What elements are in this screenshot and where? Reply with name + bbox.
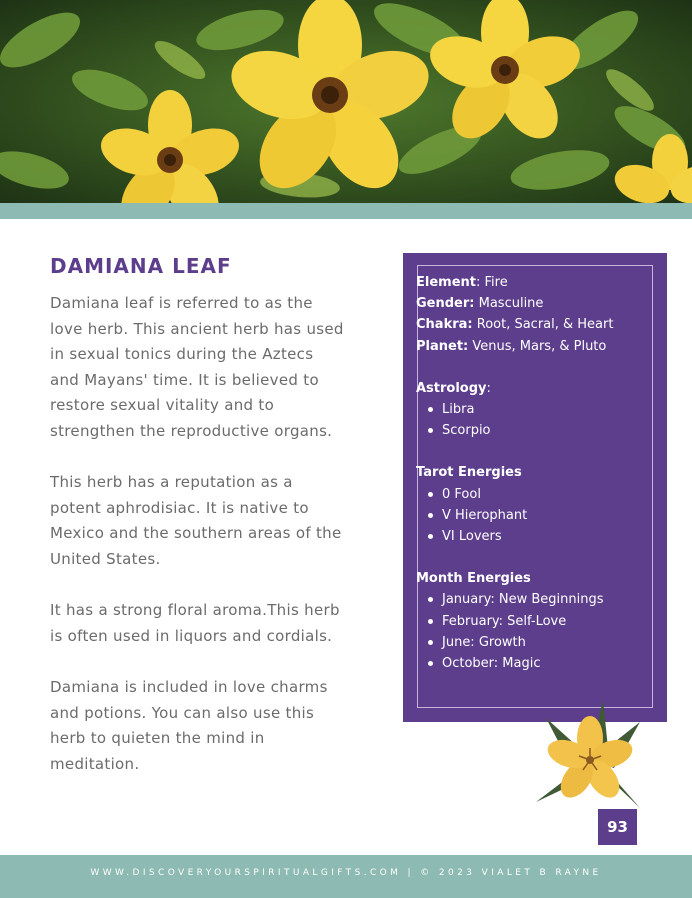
- element-row: Element: Fire: [416, 275, 508, 290]
- correspondences-panel: [403, 253, 667, 722]
- tarot-list: [416, 484, 661, 548]
- panel-content: [416, 272, 661, 674]
- list-item: October: Magic: [442, 653, 661, 674]
- decorative-flower-icon: [528, 698, 648, 818]
- list-item: February: Self-Love: [442, 611, 661, 632]
- page-number: 93: [598, 809, 637, 845]
- flower-photo-illustration: [0, 0, 692, 203]
- page-title: DAMIANA LEAF: [50, 254, 232, 278]
- month-heading: Month Energies: [416, 571, 531, 587]
- gender-row: Gender: Masculine: [416, 296, 544, 312]
- list-item: Libra: [442, 399, 661, 420]
- hero-photo: [0, 0, 692, 203]
- chakra-row: Chakra: Root, Sacral, & Heart: [416, 317, 614, 333]
- astrology-heading: Astrology:: [416, 380, 491, 396]
- list-item: January: New Beginnings: [442, 589, 661, 610]
- list-item: 0 Fool: [442, 484, 661, 505]
- list-item: VI Lovers: [442, 526, 661, 547]
- paragraph-charms: Damiana is included in love charms and potions. You can also use this herb to quieten the mind in meditation.: [50, 678, 328, 773]
- header-teal-band: [0, 203, 692, 219]
- paragraph-intro: Damiana leaf is referred to as the love herb. This ancient herb has used in sexual tonics during the Aztecs and Mayans' time. It is believed to restore sexual vitality and to strengthen the reproductive organs.: [50, 294, 344, 440]
- footer-copyright: WWW.DISCOVERYOURSPIRITUALGIFTS.COM | © 2023 VIALET B RAYNE: [90, 868, 602, 878]
- astrology-list: [416, 399, 661, 441]
- list-item: V Hierophant: [442, 505, 661, 526]
- paragraph-aphrodisiac: This herb has a reputation as a potent aphrodisiac. It is native to Mexico and the southern areas of the United States.: [50, 473, 342, 568]
- footer-band: [0, 855, 692, 898]
- month-list: [416, 589, 661, 674]
- planet-row: Planet: Venus, Mars, & Pluto: [416, 338, 607, 354]
- list-item: June: Growth: [442, 632, 661, 653]
- tarot-heading: Tarot Energies: [416, 465, 522, 481]
- list-item: Scorpio: [442, 420, 661, 441]
- paragraph-aroma: It has a strong floral aroma.This herb is often used in liquors and cordials.: [50, 601, 340, 645]
